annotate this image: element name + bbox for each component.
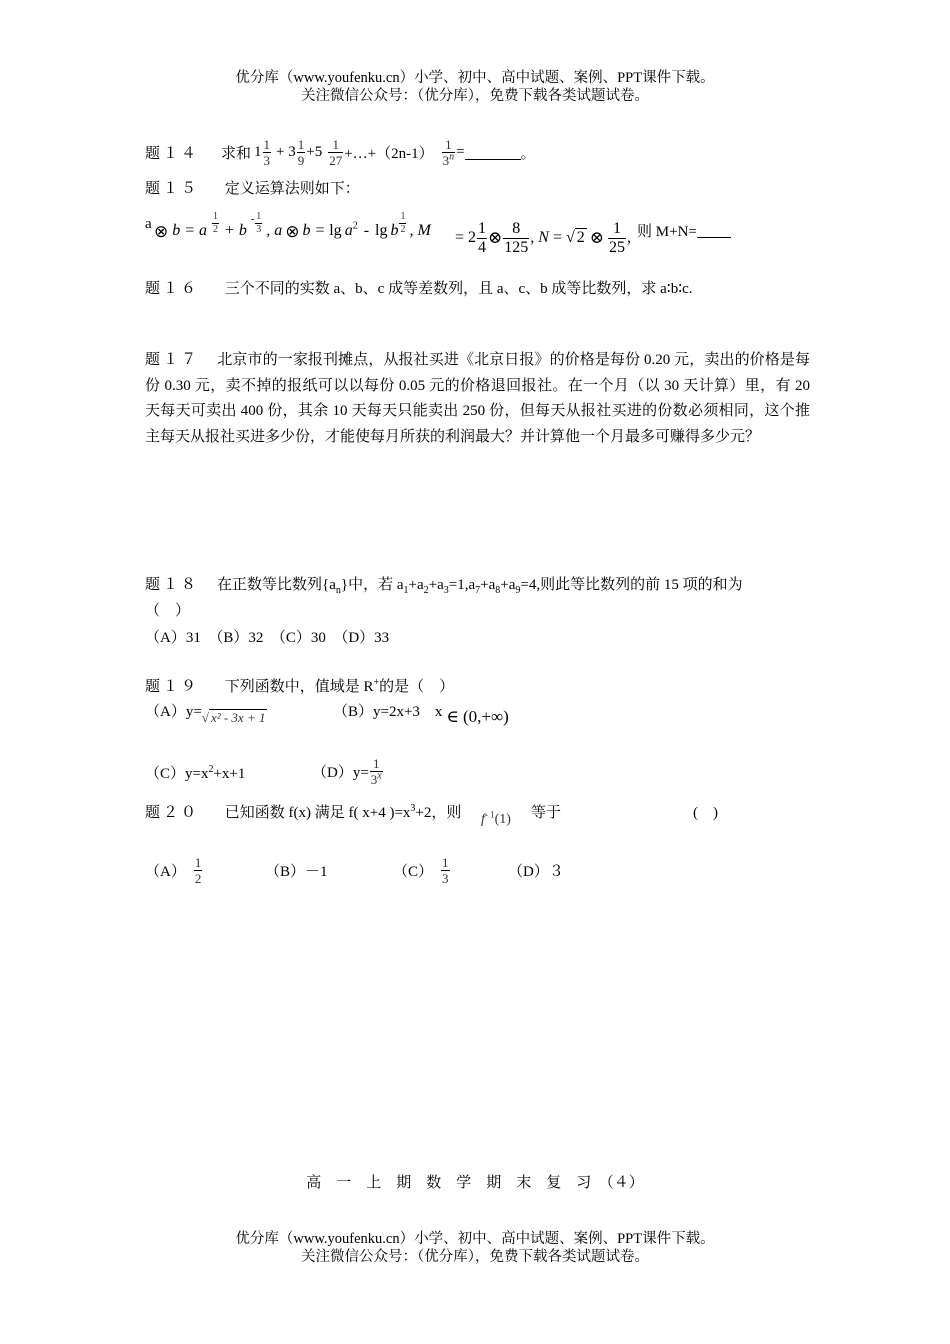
M-fraction-2: $\frac{8}{125}$ — [504, 219, 529, 256]
lg-function-2: lg — [375, 222, 388, 239]
question-19: 题１９ 下列函数中，值域是 R+的是（ ） — [145, 677, 455, 695]
question-label: 题１６ — [145, 281, 200, 297]
header-line-1: 优分库（www.youfenku.cn）小学、初中、高中试题、案例、PPT课件下载。 — [235, 70, 715, 86]
question-label: 题１５ — [145, 181, 200, 197]
fraction: $\frac{1}{3^x}$ — [370, 755, 382, 787]
question-lead: 求和 — [221, 145, 252, 162]
fraction: $\frac{1}{2}$ — [194, 854, 202, 886]
option-20B: （B）－1 — [265, 864, 328, 880]
M-whole: 2 — [468, 229, 477, 246]
M-N-expression: = 2 $\frac{1}{4}$ ⊗ $\frac{8}{125}$ , N = √ 2 ⊗ $\frac{1}{25}$ , 则 M+N= — [455, 210, 731, 266]
radicand: x² - 3x + 1 — [210, 710, 266, 725]
term-3-fraction: $\frac{1}{27}$ — [329, 136, 343, 168]
question-text: 定义运算法则如下： — [224, 181, 360, 197]
question-label: 题１８ — [145, 577, 200, 593]
question-label: 题１７ — [145, 352, 200, 368]
question-label: 题２０ — [145, 805, 200, 821]
option-19C: $(C)y=x^2+x+1$ — [145, 764, 246, 782]
term-1-whole: 1 — [254, 143, 262, 160]
question-20-after: 等于 — [531, 805, 562, 821]
term-tail: +…+（2n-1） — [344, 145, 434, 162]
answer-blank — [465, 145, 521, 160]
option-20C: （C） $\frac{1}{3}$ — [393, 854, 449, 886]
exp-half-2: $\frac{1}{2}$ — [400, 211, 406, 235]
term-2-coef: + 3 — [276, 143, 296, 160]
operand-a: a — [145, 216, 152, 232]
header-line-2: 关注微信公众号：（优分库），免费下载各类试题试卷。 — [301, 88, 649, 104]
footer-line-2: 关注微信公众号：（优分库），免费下载各类试题试卷。 — [301, 1249, 649, 1265]
question-18-options: （A）31 （B）32 （C）30 （D）33 — [145, 630, 390, 646]
N-root: 2 — [576, 229, 585, 246]
option-19A: （A）y= √ x² - 3x + 1 — [145, 704, 266, 725]
equals: = — [456, 143, 465, 160]
question-14 — [145, 128, 536, 176]
footer-title: 高 一 上 期 数 学 期 末 复 习 （４） — [306, 1175, 644, 1191]
question-17 — [145, 348, 810, 450]
option-20D: （D）３ — [508, 864, 564, 880]
question-text: 已知函数 f(x) 满足 f( x+4 )=x — [224, 805, 411, 821]
question-20: 题２０ 已知函数 f(x) 满足 f( x+4 )$=x^3+2$，则 — [145, 803, 462, 821]
question-text: 北京市的一家报刊摊点，从报社买进《北京日报》的价格是每份 0.20 元，卖出的价格是每份 0.30 元，卖不掉的报纸可以以每份 0.05 元的价格退回报社。在一个月（以 30 天计算）里，有 20 天每天可卖出 400 份，其余 10 天每天只能卖出 250 份，但每天从报社买进的份数必须相同，这个推主每天从报社买进多少份，才能使每月所获的利润最大？并计算他一个月最多可赚得多少元？ — [145, 352, 810, 445]
question-16 — [145, 277, 693, 298]
fraction: $\frac{1}{3}$ — [442, 854, 449, 886]
answer-blank — [697, 223, 731, 238]
answer-paren: ( ) — [693, 805, 718, 821]
footer-line-1: 优分库（www.youfenku.cn）小学、初中、高中试题、案例、PPT课件下载。 — [235, 1231, 715, 1247]
question-15 — [145, 177, 360, 198]
period: 。 — [520, 145, 536, 162]
question-text: 三个不同的实数 a、b、c 成等差数列，且 a、c、b 成等比数列，求 a∶b∶c. — [224, 281, 693, 297]
term-3-coef: +5 — [306, 143, 323, 160]
option-20A: （A） $\frac{1}{2}$ — [145, 854, 202, 886]
exp-half: $\frac{1}{2}$ — [213, 211, 219, 235]
inverse-function: $f^{- 1}(1)$ — [481, 809, 511, 827]
term-n-fraction: $\frac{1}{3^n}$ — [442, 136, 455, 168]
otimes-symbol: ⊗ — [154, 222, 169, 241]
N-fraction: $\frac{1}{25}$ — [609, 219, 626, 256]
term-2-fraction: $\frac{1}{9}$ — [297, 136, 305, 168]
lg-function: lg — [329, 222, 342, 239]
M-fraction-1: $\frac{1}{4}$ — [478, 219, 487, 256]
question-label: 题１４ — [145, 145, 200, 162]
option-19D: （D）y= $\frac{1}{3^x}$ — [312, 755, 382, 787]
question-text: 下列函数中，值域是 R — [224, 679, 374, 695]
term-1-fraction: $\frac{1}{3}$ — [263, 136, 271, 168]
question-18: 题１８ 在正数等比数列$\{a_n\}$中，若 $a_1+a_2+a_3=1,a_7+a_8+a_9=4$,则此等比数列的前 15 项的和为 （ ） — [145, 577, 743, 619]
exp-third: $\frac{1}{3}$ — [256, 211, 262, 235]
question-label: 题１９ — [145, 679, 200, 695]
ask-text: 则 M+N= — [637, 223, 697, 240]
answer-paren: （ ） — [145, 602, 191, 619]
option-19B: （B）y=2x+3 x ∈ (0,+∞) — [333, 704, 509, 726]
